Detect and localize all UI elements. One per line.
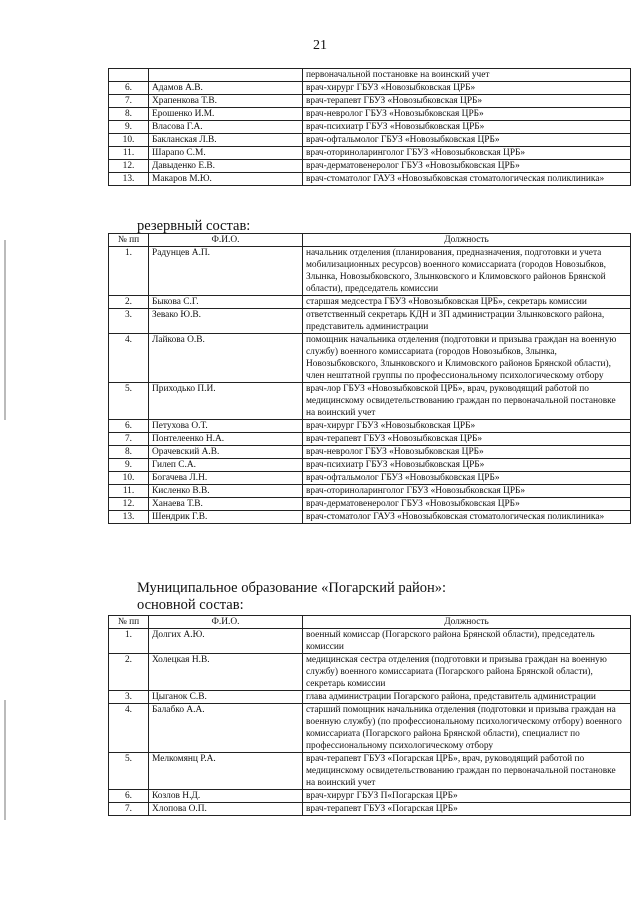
member-name: Козлов Н.Д.: [149, 790, 303, 803]
member-position: врач-хирург ГБУЗ «Новозыбковская ЦРБ»: [303, 82, 631, 95]
row-number: 7.: [109, 803, 149, 816]
member-name: Адамов А.В.: [149, 82, 303, 95]
member-name: Долгих А.Ю.: [149, 629, 303, 654]
member-name: Бакланская Л.В.: [149, 134, 303, 147]
table-row: [109, 691, 631, 704]
member-name: Хлопова О.П.: [149, 803, 303, 816]
table-row: [109, 459, 631, 472]
table-row: [109, 790, 631, 803]
member-name: Цыганок С.В.: [149, 691, 303, 704]
member-name: Макаров М.Ю.: [149, 173, 303, 186]
member-position: медицинская сестра отделения (подготовки и призыва граждан на военную службу) военного комиссариата (Погарского района Брянской области), секретарь комиссии: [303, 654, 631, 691]
table-header-row: [109, 234, 631, 247]
table-row: [109, 296, 631, 309]
member-name: Зевако Ю.В.: [149, 309, 303, 334]
row-number: 9.: [109, 121, 149, 134]
row-number: 7.: [109, 433, 149, 446]
member-position: глава администрации Погарского района, представитель администрации: [303, 691, 631, 704]
table-row: [109, 121, 631, 134]
table-header-row: [109, 616, 631, 629]
row-number: 13.: [109, 511, 149, 524]
table-row: [109, 95, 631, 108]
member-name: Власова Г.А.: [149, 121, 303, 134]
member-name: Мелкомянц Р.А.: [149, 753, 303, 790]
member-position: начальник отделения (планирования, предназначения, подготовки и учета мобилизационных ресурсов) военного комиссариата (городов Новозыбков, Злынка, Новозыбковского, Злынковского и Климовского районов Брянской области), председатель комиссии: [303, 247, 631, 296]
member-position: врач-оториноларинголог ГБУЗ «Новозыбковская ЦРБ»: [303, 147, 631, 160]
row-number: 3.: [109, 309, 149, 334]
member-name: Кисленко В.В.: [149, 485, 303, 498]
reserve-members-table: [108, 233, 631, 524]
table-row: [109, 108, 631, 121]
row-number: 1.: [109, 247, 149, 296]
row-number: 12.: [109, 498, 149, 511]
member-position: врач-офтальмолог ГБУЗ «Новозыбковская ЦРБ»: [303, 134, 631, 147]
member-name: Ханаева Т.В.: [149, 498, 303, 511]
member-position: врач-терапевт ГБУЗ «Новозыбковская ЦРБ»: [303, 95, 631, 108]
member-position: ответственный секретарь КДН и ЗП администрации Злынковского района, представитель администрации: [303, 309, 631, 334]
member-position: врач-невролог ГБУЗ «Новозыбковская ЦРБ»: [303, 446, 631, 459]
member-position: первоначальной постановке на воинский учет: [303, 69, 631, 82]
member-position: старшая медсестра ГБУЗ «Новозыбковская ЦРБ», секретарь комиссии: [303, 296, 631, 309]
member-position: врач-терапевт ГБУЗ «Погарская ЦРБ», врач, руководящий работой по медицинскому освидетельствованию граждан по первоначальной постановке на воинский учет: [303, 753, 631, 790]
table-row: [109, 383, 631, 420]
member-name: Шарапо С.М.: [149, 147, 303, 160]
member-position: врач-терапевт ГБУЗ «Новозыбковская ЦРБ»: [303, 433, 631, 446]
table-row: [109, 173, 631, 186]
member-position: врач-лор ГБУЗ «Новозыбковской ЦРБ», врач, руководящий работой по медицинскому освидетельствованию граждан по первоначальной постановке на воинский учет: [303, 383, 631, 420]
member-name: Балабко А.А.: [149, 704, 303, 753]
member-name: Ерошенко И.М.: [149, 108, 303, 121]
column-header-name: Ф.И.О.: [149, 234, 303, 247]
column-header-position: Должность: [303, 616, 631, 629]
row-number: 4.: [109, 704, 149, 753]
member-name: Орачевский А.В.: [149, 446, 303, 459]
member-name: Гилеп С.А.: [149, 459, 303, 472]
column-header-name: Ф.И.О.: [149, 616, 303, 629]
table-row: [109, 803, 631, 816]
table-row: [109, 160, 631, 173]
member-name: Понтелеенко Н.А.: [149, 433, 303, 446]
page-number: 21: [313, 38, 327, 53]
table-row: [109, 511, 631, 524]
member-position: врач-дерматовенеролог ГБУЗ «Новозыбковская ЦРБ»: [303, 498, 631, 511]
member-position: врач-оториноларинголог ГБУЗ «Новозыбковская ЦРБ»: [303, 485, 631, 498]
member-position: помощник начальника отделения (подготовки и призыва граждан на военную службу) военного комиссариата (городов Новозыбков, Злынка, Новозыбковского, Злынковского и Климовского районов Брянской области), член нештатной группы по профессиональному психологическому отбору: [303, 334, 631, 383]
member-position: врач-хирург ГБУЗ «Новозыбковская ЦРБ»: [303, 420, 631, 433]
member-name: Шендрик Г.В.: [149, 511, 303, 524]
table-row: [109, 420, 631, 433]
member-name: Холецкая Н.В.: [149, 654, 303, 691]
section-heading-reserve: резервный состав:: [137, 218, 251, 234]
member-position: старший помощник начальника отделения (подготовки и призыва граждан на военную службу) (по профессиональному психологическому отбору) военного комиссариата (Погарского района Брянской области), специалист по профессиональному психологическому отбору: [303, 704, 631, 753]
table-row: [109, 147, 631, 160]
section-heading-main: основной состав:: [137, 597, 244, 613]
member-name: Петухова О.Т.: [149, 420, 303, 433]
row-number: 2.: [109, 296, 149, 309]
member-position: врач-стоматолог ГАУЗ «Новозыбковская стоматологическая поликлиника»: [303, 511, 631, 524]
member-name: Храпенкова Т.В.: [149, 95, 303, 108]
row-number: 2.: [109, 654, 149, 691]
row-number: 11.: [109, 147, 149, 160]
member-position: врач-стоматолог ГАУЗ «Новозыбковская стоматологическая поликлиника»: [303, 173, 631, 186]
member-position: врач-психиатр ГБУЗ «Новозыбковская ЦРБ»: [303, 459, 631, 472]
row-number: 6.: [109, 82, 149, 95]
member-position: врач-психиатр ГБУЗ «Новозыбковская ЦРБ»: [303, 121, 631, 134]
row-number: 13.: [109, 173, 149, 186]
member-name: Богачева Л.Н.: [149, 472, 303, 485]
row-number: 6.: [109, 420, 149, 433]
member-position: врач-офтальмолог ГБУЗ «Новозыбковская ЦРБ»: [303, 472, 631, 485]
row-number: 4.: [109, 334, 149, 383]
table-row: [109, 446, 631, 459]
commission-table-continued: [108, 68, 631, 186]
row-number: [109, 69, 149, 82]
row-number: 9.: [109, 459, 149, 472]
row-number: 3.: [109, 691, 149, 704]
member-position: врач-невролог ГБУЗ «Новозыбковская ЦРБ»: [303, 108, 631, 121]
table-row: [109, 69, 631, 82]
section-heading-municipality: Муниципальное образование «Погарский район»:: [137, 580, 447, 596]
row-number: 10.: [109, 472, 149, 485]
member-position: врач-дерматовенеролог ГБУЗ «Новозыбковская ЦРБ»: [303, 160, 631, 173]
row-number: 8.: [109, 108, 149, 121]
row-number: 12.: [109, 160, 149, 173]
table-row: [109, 309, 631, 334]
member-name: Быкова С.Г.: [149, 296, 303, 309]
row-number: 6.: [109, 790, 149, 803]
scan-edge-mark: [4, 240, 6, 420]
table-row: [109, 334, 631, 383]
table-row: [109, 134, 631, 147]
member-position: врач-хирург ГБУЗ П«Погарская ЦРБ»: [303, 790, 631, 803]
table-row: [109, 433, 631, 446]
table-row: [109, 247, 631, 296]
column-header-number: № пп: [109, 234, 149, 247]
table-row: [109, 485, 631, 498]
table-row: [109, 704, 631, 753]
scan-edge-mark: [4, 700, 6, 820]
row-number: 7.: [109, 95, 149, 108]
row-number: 5.: [109, 383, 149, 420]
row-number: 8.: [109, 446, 149, 459]
column-header-position: Должность: [303, 234, 631, 247]
main-members-table: [108, 615, 631, 816]
member-position: врач-терапевт ГБУЗ «Погарская ЦРБ»: [303, 803, 631, 816]
table-row: [109, 629, 631, 654]
member-position: военный комиссар (Погарского района Брянской области), председатель комиссии: [303, 629, 631, 654]
member-name: Приходько П.И.: [149, 383, 303, 420]
table-row: [109, 82, 631, 95]
table-row: [109, 472, 631, 485]
member-name: Радунцев А.П.: [149, 247, 303, 296]
row-number: 11.: [109, 485, 149, 498]
table-row: [109, 654, 631, 691]
member-name: [149, 69, 303, 82]
row-number: 5.: [109, 753, 149, 790]
member-name: Давыденко Е.В.: [149, 160, 303, 173]
table-row: [109, 498, 631, 511]
table-row: [109, 753, 631, 790]
column-header-number: № пп: [109, 616, 149, 629]
row-number: 10.: [109, 134, 149, 147]
member-name: Лайкова О.В.: [149, 334, 303, 383]
row-number: 1.: [109, 629, 149, 654]
